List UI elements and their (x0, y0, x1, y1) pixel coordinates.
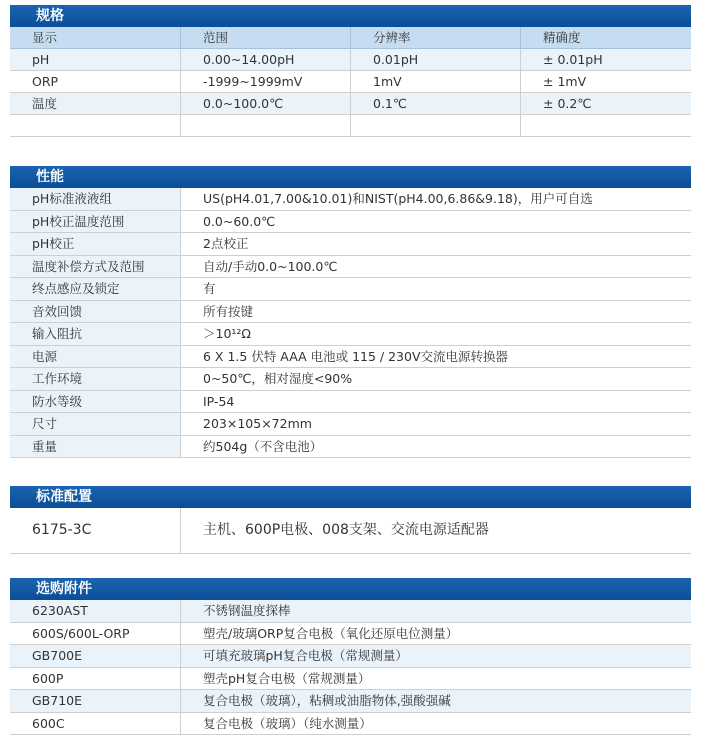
options-cell: 复合电极（玻璃），粘稠或油脂物体,强酸强碱 (180, 690, 691, 712)
perf-cell: 约504g（不含电池） (180, 436, 691, 458)
perf-row (10, 413, 691, 436)
spec-cell: ± 1mV (520, 71, 691, 92)
options-cell: 复合电极（玻璃）（纯水测量） (180, 713, 691, 735)
spec-cell (180, 115, 350, 136)
perf-cell: 6 X 1.5 伏特 AAA 电池或 115 / 230V交流电源转换器 (180, 346, 691, 368)
spec-row (10, 71, 691, 93)
perf-cell: 2点校正 (180, 233, 691, 255)
spec-cell: 0.01pH (350, 49, 520, 70)
spec-cell (10, 115, 180, 136)
perf-cell: 温度补偿方式及范围 (10, 256, 180, 278)
options-cell: 600P (32, 670, 64, 686)
options-cell: 可填充玻璃pH复合电极（常规测量） (180, 645, 691, 667)
perf-cell: pH校正 (10, 233, 180, 255)
options-cell: GB710E (32, 693, 83, 708)
spec-cell (520, 115, 691, 136)
options-title: 选购附件 (10, 578, 691, 600)
perf-cell: 电源 (10, 346, 180, 368)
options-row (10, 623, 691, 646)
perf-cell: 自动/手动0.0~100.0℃ (180, 256, 691, 278)
spec-cell: -1999~1999mV (180, 71, 350, 92)
options-row (10, 690, 691, 713)
perf-cell: 输入阻抗 (10, 323, 180, 345)
options-cell: GB700E (32, 648, 83, 663)
spec-header-row (10, 27, 691, 49)
spec-row (10, 115, 691, 137)
options-cell: 不锈钢温度探棒 (180, 600, 691, 622)
perf-cell: IP-54 (180, 391, 691, 413)
perf-row (10, 188, 691, 211)
perf-cell: ＞10¹²Ω (180, 323, 691, 345)
perf-row (10, 278, 691, 301)
spec-cell: ± 0.2℃ (520, 93, 691, 114)
options-row (10, 600, 691, 623)
perf-row (10, 233, 691, 256)
perf-row (10, 256, 691, 279)
spec-cell: 0.0~100.0℃ (180, 93, 350, 114)
options-cell: 塑壳/玻璃ORP复合电极（氧化还原电位测量） (180, 623, 691, 645)
perf-row (10, 301, 691, 324)
perf-row (10, 346, 691, 369)
spec-cell: 温度 (32, 96, 58, 111)
spec-cell: pH (32, 52, 50, 67)
perf-row (10, 436, 691, 459)
options-row (10, 668, 691, 691)
perf-cell: 重量 (10, 436, 180, 458)
spec-row (10, 93, 691, 115)
perf-cell: 防水等级 (10, 391, 180, 413)
spec-col-resolution: 分辨率 (350, 27, 520, 48)
options-cell: 塑壳pH复合电极（常规测量） (180, 668, 691, 690)
config-section (10, 486, 691, 554)
perf-cell: 所有按键 (180, 301, 691, 323)
options-cell: 600S/600L-ORP (32, 625, 130, 641)
spec-cell (350, 115, 520, 136)
perf-section (10, 166, 691, 458)
spec-title: 规格 (10, 5, 691, 27)
config-row (10, 508, 691, 554)
config-cell: 主机、600P电极、008支架、交流电源适配器 (180, 508, 691, 553)
perf-cell: pH标准液液组 (10, 188, 180, 210)
spec-cell: 0.00~14.00pH (180, 49, 350, 70)
perf-cell: pH校正温度范围 (10, 211, 180, 233)
perf-cell: 音效回馈 (10, 301, 180, 323)
spec-cell: 0.1℃ (350, 93, 520, 114)
spec-section (10, 5, 691, 137)
perf-title: 性能 (10, 166, 691, 188)
perf-row (10, 323, 691, 346)
config-title: 标准配置 (10, 486, 691, 508)
perf-cell: 工作环境 (10, 368, 180, 390)
spec-col-range: 范围 (180, 27, 350, 48)
spec-cell: ± 0.01pH (520, 49, 691, 70)
options-cell: 600C (32, 715, 65, 731)
perf-cell: 203×105×72mm (180, 413, 691, 435)
options-cell: 6230AST (32, 603, 88, 618)
perf-cell: 有 (180, 278, 691, 300)
options-row (10, 645, 691, 668)
perf-row (10, 368, 691, 391)
perf-cell: 0.0~60.0℃ (180, 211, 691, 233)
perf-row (10, 211, 691, 234)
config-cell: 6175-3C (32, 522, 92, 538)
spec-col-accuracy: 精确度 (520, 27, 691, 48)
options-section (10, 578, 691, 735)
perf-cell: 尺寸 (10, 413, 180, 435)
perf-cell: 终点感应及锁定 (10, 278, 180, 300)
perf-cell: US(pH4.01,7.00&10.01)和NIST(pH4.00,6.86&9.18)，用户可自选 (180, 188, 691, 210)
spec-row (10, 49, 691, 71)
options-row (10, 713, 691, 736)
spec-col-display: 显示 (32, 30, 58, 45)
spec-cell: ORP (32, 74, 59, 89)
perf-cell: 0~50℃，相对湿度<90% (180, 368, 691, 390)
perf-row (10, 391, 691, 414)
spec-cell: 1mV (350, 71, 520, 92)
